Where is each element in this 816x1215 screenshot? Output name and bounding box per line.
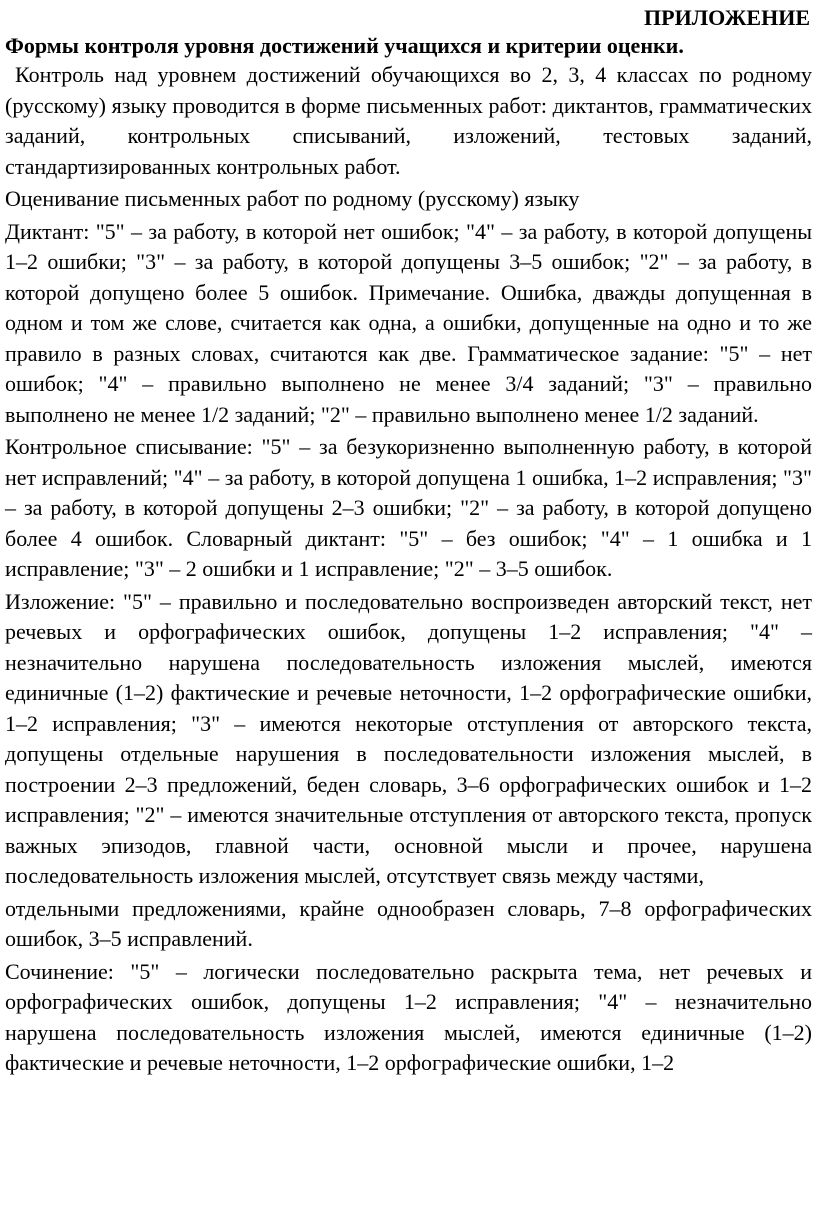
appendix-label: ПРИЛОЖЕНИЕ bbox=[644, 5, 810, 30]
paragraph-subheading: Оценивание письменных работ по родному (русскому) языку bbox=[5, 186, 580, 211]
paragraph-copying: Контрольное списывание: "5" – за безукоризненно выполненную работу, в которой нет исправлений; "4" – за работу, в которой допущена 1 ошибка, 1–2 исправления; "3" – за работу, в которой допущены 2–3 ошибки; "2" – за работу, в которой допущено более 4 ошибок. Словарный диктант: "5" – без ошибок; "4" – 1 ошибка и 1 исправление; "3" – 2 ошибки и 1 исправление; "2" – 3–5 ошибок. bbox=[5, 434, 812, 581]
paragraph-summary: Изложение: "5" – правильно и последовательно воспроизведен авторский текст, нет речевых и орфографических ошибок, допущены 1–2 исправления; "4" – незначительно нарушена последовательность изложения мыслей, имеются единичные (1–2) фактические и речевые неточности, 1–2 орфографические ошибки, 1–2 исправления; "3" – имеются некоторые отступления от авторского текста, допущены отдельные нарушения в последовательности изложения мыслей, в построении 2–3 предложений, беден словарь, 3–6 орфографических ошибок и 1–2 исправления; "2" – имеются значительные отступления от авторского текста, пропуск важных эпизодов, главной части, основной мысли и прочее, нарушена последовательность изложения мыслей, отсутствует связь между частями, bbox=[5, 588, 812, 888]
paragraph-dictation: Диктант: "5" – за работу, в которой нет ошибок; "4" – за работу, в которой допущены 1–2 ошибки; "3" – за работу, в которой допущены 3–5 ошибок; "2" – за работу, в которой допущено более 5 ошибок. Примечание. Ошибка, дважды допущенная в одном и том же слове, считается как одна, а ошибки, допущенные на одно и то же правило в разных словах, считаются как две. Грамматическое задание: "5" – нет ошибок; "4" – правильно выполнено не менее 3/4 заданий; "3" – правильно выполнено не менее 1/2 заданий; "2" – правильно выполнено менее 1/2 заданий. bbox=[5, 218, 812, 427]
document-title: Формы контроля уровня достижений учащихся и критерии оценки. bbox=[5, 33, 684, 58]
paragraph-essay: Сочинение: "5" – логически последовательно раскрыта тема, нет речевых и орфографических ошибок, допущены 1–2 исправления; "4" – незначительно нарушена последовательность изложения мыслей, имеются единичные (1–2) фактические и речевые неточности, 1–2 орфографические ошибки, 1–2 bbox=[5, 958, 812, 1075]
paragraph-summary-continued: отдельными предложениями, крайне однообразен словарь, 7–8 орфографических ошибок, 3–5 исправлений. bbox=[5, 895, 812, 951]
paragraph-intro: Контроль над уровнем достижений обучающихся во 2, 3, 4 классах по родному (русскому) языку проводится в форме письменных работ: диктантов, грамматических заданий, контрольных списываний, изложений, тестовых заданий, стандартизированных контрольных работ. bbox=[5, 62, 812, 179]
